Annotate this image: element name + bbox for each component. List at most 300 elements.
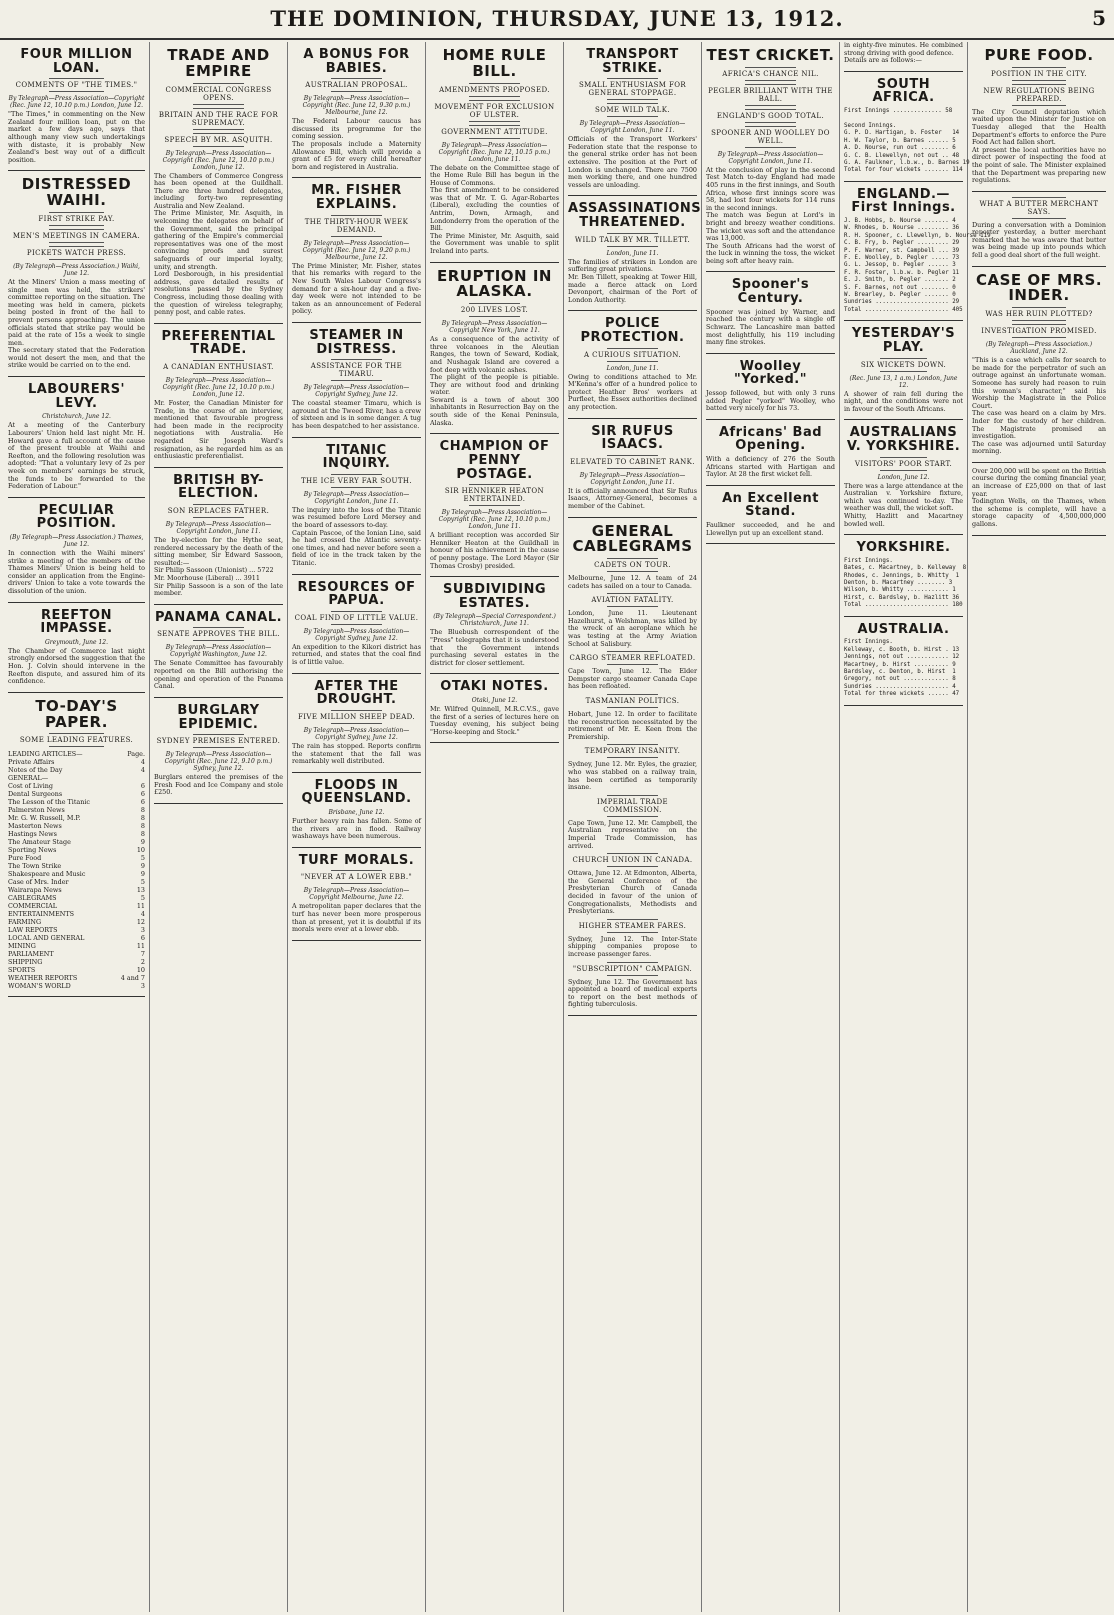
- article-subheading: SENATE APPROVES THE BILL.: [154, 627, 283, 641]
- article-subheading: AUSTRALIAN PROPOSAL.: [292, 78, 421, 92]
- article-body: At a meeting of the Canterbury Labourers' Union held last night Mr. H. Howard gave a full account of the cause of the present trouble at Waihi and Reefton, and the following resolution was adopted: "That a voluntary levy of 2s per week on members' earnings be struck, the funds to be forwarded to the Federation of Labour.": [8, 421, 145, 491]
- scoreboard: First Innings .............. 58 Second Innings. G. P. D. Hartigan, b. Foster 14 H. W. Taylor, b. Barnes ...... 5 A. D. Nourse, run out ........ 6 G. C. B. Llewellyn, not out .. 48 G. A. Faulkner, l.b.w., b. Barnes 19 Total for four wickets ....... 114: [844, 108, 970, 174]
- article-divider: [8, 602, 145, 603]
- article-body: At the conclusion of play in the second Test Match to-day England had made 405 runs in the first innings, and South Africa, whose first innings score was 58, had lost four wickets for 114 runs in the second innings. The match was begun at Lord's in bright and breezy weather conditions. The wicket was soft and the attendance was 13,000. The South Africans had the worst of the luck in winning the toss, the wicket being soft after heavy rain.: [706, 165, 835, 265]
- contents-page: 8: [140, 822, 145, 831]
- article: [154, 474, 283, 598]
- article-headline: CASE OF MRS. INDER.: [975, 270, 1103, 305]
- article-subheading: SPEECH BY MR. ASQUITH.: [154, 133, 283, 147]
- article: [8, 609, 145, 686]
- contents-page: 9: [140, 862, 145, 871]
- contents-entry: [8, 822, 145, 830]
- article-divider: [706, 353, 835, 354]
- contents-feature: Wairarapa News: [8, 886, 62, 895]
- article-credit: By Telegraph—Press Association—Copyright Melbourne, June 12.: [303, 887, 410, 902]
- cable-body: Cape Town, June 12. The Elder Dempster cargo steamer Canada Cape has been refloated.: [568, 667, 697, 691]
- article-credit: Otaki, June 12.: [471, 697, 518, 705]
- cable-subheading: TASMANIAN POLITICS.: [568, 694, 697, 708]
- article-headline: PANAMA CANAL.: [154, 609, 283, 625]
- article-body: Over 200,000 will be spent on the British course during the coming financial year, an increase of £25,000 on that of last year. Todington Wells, on the Thames, when the scheme is complete, will have a storage capacity of 4,500,000,000 gallons.: [972, 466, 1106, 529]
- contents-list: [8, 750, 145, 990]
- article: [430, 583, 559, 667]
- article: [568, 425, 697, 511]
- article-credit: London, June 11.: [606, 249, 659, 257]
- article-body: "This is a case which calls for search to be made for the perpetrator of such an outrage against an unfortunate woman. Someone has surely had reason to ruin this woman's character," said his Worship the Magistrate in the Police Court. The case was heard on a claim by Mrs. Inder for the custody of her children. The Magistrate promised an investigation. The case was adjourned until Saturday morning.: [972, 356, 1106, 456]
- cable-subheading: CADETS ON TOUR.: [568, 558, 697, 572]
- article-credit: By Telegraph—Press Association—Copyright Washington, June 12.: [165, 644, 272, 659]
- article-body: There was a large attendance at the Australian v. Yorkshire fixture, which was continued to-day. The weather was dull, the wicket soft. Whitty, Hazlitt and Macartney bowled well.: [844, 481, 963, 528]
- contents-feature: ENTERTAINMENTS: [8, 910, 74, 919]
- article-headline: POLICE PROTECTION.: [580, 316, 685, 345]
- article-divider: [154, 803, 283, 804]
- article-divider: [972, 191, 1106, 192]
- article-headline: PURE FOOD.: [984, 46, 1094, 64]
- contents-entry: [8, 806, 145, 814]
- article-body: Faulkner succeeded, and he and Llewellyn put up an excellent stand.: [706, 521, 835, 537]
- article: [972, 270, 1106, 456]
- article-subheading: MEN'S MEETINGS IN CAMERA.: [8, 229, 145, 243]
- article-body: In connection with the Waihi miners' strike a meeting of the members of the Thames Miners' Union is being held to consider an application from the Engine-drivers' Union to take a vote towards the dissolution of the union.: [8, 548, 145, 595]
- article: [292, 581, 421, 667]
- article: [430, 48, 559, 256]
- article-headline: LABOURERS' LEVY.: [27, 382, 126, 411]
- article-divider: [8, 996, 145, 997]
- article-credit: (By Telegraph—Press Association.) Waihi, June 12.: [13, 262, 140, 277]
- article-body: The Senate Committee has favourably reported on the Bill authorising the opening and operation of the Panama Canal.: [154, 659, 283, 691]
- article: [154, 704, 283, 797]
- contents-feature: Pure Food: [8, 854, 42, 863]
- article-headline: SIR RUFUS ISAACS.: [591, 423, 674, 453]
- article-headline: FOUR MILLION LOAN.: [20, 47, 133, 76]
- article-subheading: A CURIOUS SITUATION.: [568, 348, 697, 362]
- contents-entry: [8, 870, 145, 878]
- article-headline: TRANSPORT STRIKE.: [586, 47, 679, 76]
- article-body: A metropolitan paper declares that the turf has never been more prosperous than at present, yet it is doubtful if its morals were ever at a lower ebb.: [292, 902, 421, 934]
- article-divider: [292, 673, 421, 674]
- article-credit: Greymouth, June 12.: [45, 638, 108, 646]
- article-divider: [292, 437, 421, 438]
- article: [568, 201, 702, 304]
- article-divider: [154, 604, 283, 605]
- article-body: Owing to conditions attached to Mr. M'Kenna's offer of a hundred police to protect Heather Bros' workers at Purfleet, the Essex authorities declined any protection.: [568, 372, 697, 411]
- contents-entry: [8, 830, 145, 838]
- contents-feature: CABLEGRAMS: [8, 894, 57, 903]
- contents-entry: [8, 862, 145, 870]
- article-body: The rain has stopped. Reports confirm the statement that the fall was remarkably well distributed.: [292, 741, 421, 766]
- article-credit: By Telegraph—Press Association—Copyright New York, June 11.: [441, 320, 548, 335]
- article-divider: [154, 323, 283, 324]
- article-credit: (By Telegraph—Press Association.) Auckland, June 12.: [985, 341, 1093, 356]
- contents-entry: [8, 814, 145, 822]
- article-body: Mr. Foster, the Canadian Minister for Trade, in the course of an interview, mentioned that favourable progress had been made in the reciprocity negotiations with Australia. He regarded Sir Joseph Ward's resignation, as he regarded him as an enthusiastic preferentialist.: [154, 399, 283, 461]
- contents-entry: [8, 750, 145, 758]
- contents-page: 8: [140, 830, 145, 839]
- article: [706, 492, 835, 537]
- article-subheading: BRITAIN AND THE RACE FOR SUPREMACY.: [154, 108, 283, 130]
- column-3: [288, 42, 426, 1612]
- contents-page: 4: [140, 758, 145, 767]
- article-divider: [292, 574, 421, 575]
- contents-entry: [8, 942, 145, 950]
- article-divider: [844, 705, 963, 706]
- contents-page: 9: [140, 838, 145, 847]
- article-headline: CHAMPION OF PENNY POSTAGE.: [439, 439, 550, 482]
- article-body: The Bluebush correspondent of the "Press" telegraphs that it is understood that the Government intends purchasing several estates in the district for closer settlement.: [430, 628, 559, 667]
- cable-body: Sydney, June 12. The Government has appointed a board of medical experts to report on the best methods of fighting tuberculosis.: [568, 977, 697, 1009]
- contents-feature: WOMAN'S WORLD: [8, 982, 71, 991]
- contents-entry: [8, 878, 145, 886]
- article-headline: SUBDIVIDING ESTATES.: [442, 582, 547, 611]
- contents-entry: [8, 894, 145, 902]
- contents-page: 8: [140, 806, 145, 815]
- contents-entry: [8, 966, 145, 974]
- contents-feature: The Amateur Stage: [8, 838, 71, 847]
- article-body: The Federal Labour caucus has discussed its programme for the coming session. The proposals include a Maternity Allowance Bill, which will provide a grant of £5 for every child hereafter born and registered in Australia.: [292, 117, 421, 171]
- article: [8, 504, 145, 596]
- article-body: "The Times," in commenting on the New Zealand four million loan, put on the market a few days ago, says that although many view such undertakings with distaste, it is probably New Zealand's best way out of a difficult position.: [8, 110, 145, 164]
- article: [844, 76, 970, 175]
- article-subheading: FIVE MILLION SHEEP DEAD.: [292, 710, 421, 724]
- article-subheading: A CANADIAN ENTHUSIAST.: [154, 360, 283, 374]
- contents-page: 6: [140, 934, 145, 943]
- article: [706, 278, 835, 346]
- contents-entry: [8, 782, 145, 790]
- article-body: Spooner was joined by Warner, and reached the century with a single off Schwarz. The Lancashire man batted most delightfully, his 119 including many fine strokes.: [706, 307, 835, 347]
- article-divider: [292, 772, 421, 773]
- article: [154, 48, 283, 317]
- article: [154, 611, 283, 691]
- contents-feature: MINING: [8, 942, 36, 951]
- article: [430, 680, 559, 736]
- article: [292, 444, 421, 568]
- article-divider: [292, 847, 421, 848]
- article-headline: GENERAL CABLEGRAMS: [572, 521, 693, 556]
- article: [292, 680, 421, 766]
- article-headline: TITANIC INQUIRY.: [322, 442, 391, 472]
- article-headline: YESTERDAY'S PLAY.: [851, 326, 956, 355]
- article-divider: [8, 376, 145, 377]
- article-subheading: WHAT A BUTTER MERCHANT SAYS.: [972, 197, 1106, 219]
- article-credit: By Telegraph—Press Association—Copyright London, June 11.: [579, 120, 686, 135]
- contents-entry: [8, 926, 145, 934]
- article-divider: [154, 467, 283, 468]
- article-divider: [8, 497, 145, 498]
- article-body: At the Miners' Union a mass meeting of single men was held, the strikers' committee reporting on the situation. The meeting was held in camera, pickets being posted in front of the hall to prevent persons approaching. The union officials stated that strike pay would be paid at the rate of 15s a week to single men. The secretary stated that the Federation would not desert the men, and that the strike would be carried on to the end.: [8, 277, 145, 370]
- article-credit: By Telegraph—Press Association—Copyright (Rec. June 12, 9.10 p.m.) Sydney, June 12.: [164, 751, 273, 773]
- contents-entry: [8, 798, 145, 806]
- article-headline: HOME RULE BILL.: [442, 46, 547, 80]
- article: [844, 327, 963, 413]
- article-credit: By Telegraph—Press Association—Copyright Sydney, June 12.: [303, 726, 410, 741]
- contents-feature: PARLIAMENT: [8, 950, 54, 959]
- article-subheading: PEGLER BRILLIANT WITH THE BALL.: [706, 84, 835, 106]
- article-subheading: PICKETS WATCH PRESS.: [8, 246, 145, 260]
- cable-subheading: HIGHER STEAMER FARES.: [568, 919, 697, 933]
- contents-entry: [8, 910, 145, 918]
- contents-page: 9: [140, 870, 145, 879]
- article-headline: A BONUS FOR BABIES.: [303, 47, 410, 76]
- column-8: [968, 42, 1110, 1612]
- contents-feature: LEADING ARTICLES—: [8, 750, 83, 759]
- contents-entry: [8, 886, 145, 894]
- article-credit: By Telegraph—Press Association—Copyright London, June 11.: [303, 490, 410, 505]
- article: [706, 48, 835, 265]
- contents-feature: Private Affairs: [8, 758, 55, 767]
- article-divider: [706, 271, 835, 272]
- contents-page: 10: [136, 966, 145, 975]
- newspaper-title: THE DOMINION, THURSDAY, JUNE 13, 1912.: [270, 6, 844, 31]
- article: [292, 329, 421, 431]
- article-subheading: VISITORS' POOR START.: [844, 457, 963, 471]
- article-body: in eighty-five minutes. He combined strong driving with good defence. Details are as follows:—: [844, 41, 963, 65]
- masthead: [0, 0, 1114, 40]
- article-headline: STEAMER IN DISTRESS.: [309, 327, 404, 357]
- article-body: As a consequence of the activity of three volcanoes in the Aleutian Ranges, the town of Seward, Kodiak, and Nushagak Island are covered a foot deep with volcanic ashes. The plight of the people is pitiable. They are without food and drinking water. Seward is a town of about 300 inhabitants in Resurrection Bay on the south side of the Kenai Peninsula, Alaska.: [430, 335, 559, 427]
- article: [568, 48, 697, 189]
- article-headline: MR. FISHER EXPLAINS.: [311, 183, 402, 213]
- contents-page: 4 and 7: [120, 974, 145, 983]
- article-credit: By Telegraph—Press Association—Copyright Sydney, June 12.: [303, 384, 410, 399]
- article-body: The Prime Minister, Mr. Fisher, states that his remarks with regard to the New South Wales Labour Congress's demand for a six-hour day and a five-day week were not intended to be taken as an announcement of Federal policy.: [292, 261, 421, 316]
- contents-page: 11: [136, 942, 145, 951]
- article-credit: By Telegraph—Press Association—Copyright (Rec. June 12, 10.10 p.m.) London, June 12.: [8, 95, 145, 110]
- article: [972, 48, 1106, 185]
- contents-page: 8: [140, 814, 145, 823]
- article-headline: Woolley "Yorked.": [734, 358, 807, 388]
- contents-page: 5: [140, 854, 145, 863]
- article-subheading: INVESTIGATION PROMISED.: [972, 324, 1106, 338]
- article-subheading: WILD TALK BY MR. TILLETT.: [568, 233, 697, 247]
- contents-page: 12: [136, 918, 145, 927]
- article-subheading: NEW REGULATIONS BEING PREPARED.: [972, 84, 1106, 106]
- contents-feature: Shakespeare and Music: [8, 870, 86, 879]
- scoreboard: First Innings. Kelleway, c. Booth, b. Hirst . 13 Jennings, not out ............ 12 Macartney, b. Hirst .......... 9 Bardsley, c. Denton, b. Hirst 1 Gregory, not out ............. 8 Sundries ..................... 4 Total for three wickets ...... 47: [844, 639, 960, 698]
- article-headline: An Excellent Stand.: [722, 490, 819, 520]
- article-subheading: THE ICE VERY FAR SOUTH.: [292, 474, 421, 488]
- article-subheading: "NEVER AT A LOWER EBB.": [292, 870, 421, 884]
- article-divider: [568, 1015, 697, 1016]
- article-divider: [568, 195, 697, 196]
- article-headline: SOUTH AFRICA.: [872, 76, 935, 106]
- article-subheading: AFRICA'S CHANCE NIL.: [706, 67, 835, 81]
- article-credit: By Telegraph—Press Association—Copyright (Rec. June 12, 9.30 p.m.) Melbourne, June 12.: [302, 95, 411, 117]
- article-headline: REEFTON IMPASSE.: [40, 607, 113, 637]
- article-divider: [568, 418, 697, 419]
- article-credit: By Telegraph—Press Association—Copyright London, June 11.: [717, 150, 824, 165]
- contents-entry: [8, 974, 145, 982]
- cable-subheading: TEMPORARY INSANITY.: [568, 744, 697, 758]
- article-body: An expedition to the Kikori district has returned, and states that the coal find is of little value.: [292, 642, 421, 667]
- contents-entry: [8, 854, 145, 862]
- article-headline: ENGLAND.—First Innings.: [851, 186, 956, 216]
- contents-page: 3: [140, 926, 145, 935]
- article-credit: Brisbane, June 12.: [328, 808, 385, 816]
- article-body: Jessop followed, but with only 3 runs added Pegler "yorked" Woolley, who batted very nicely for his 73.: [706, 389, 835, 413]
- contents-feature: WEATHER REPORTS: [8, 974, 78, 983]
- column-6: [702, 42, 840, 1612]
- contents-entry: [8, 982, 145, 990]
- article-body: A brilliant reception was accorded Sir Henniker Heaton at the Guildhall in honour of his achievement in the cause of penny postage. The Lord Mayor (Sir Thomas Crosby) presided.: [430, 531, 559, 570]
- contents-feature: Mr. G. W. Russell, M.P.: [8, 814, 81, 823]
- article-credit: By Telegraph—Press Association—Copyright (Rec. June 12, 10.10 p.m.) London, June 12.: [162, 377, 275, 399]
- article-headline: Africans' Bad Opening.: [718, 424, 823, 454]
- article-subheading: AMENDMENTS PROPOSED.: [430, 83, 559, 97]
- contents-feature: Notes of the Day: [8, 766, 63, 775]
- article-divider: [844, 181, 963, 182]
- article-divider: [430, 673, 559, 674]
- article-subheading: ENGLAND'S GOOD TOTAL.: [706, 109, 835, 123]
- scoreboard: J. B. Hobbs, b. Nourse ....... 4 W. Rhodes, b. Nourse ......... 36 R. H. Spooner, c. Llewellyn, b. Nourse 119 C. B. Fry, b. Pegler ......... 29 P. F. Warner, st. Campbell ... 39 F. E. Woolley, b. Pegler ..... 73 G. L. Jessop, b. Pegler ...... 3 F. R. Foster, l.b.w. b. Pegler 11 E. J. Smith, b. Pegler ....... 2 S. F. Barnes, not out ........ 0 W. Brearley, b. Pegler ....... 0 Sundries ..................... 29 Total ........................ 405: [844, 218, 991, 313]
- article-headline: PREFERENTIAL TRADE.: [161, 328, 276, 358]
- article-divider: [430, 262, 559, 263]
- contents-feature: The Lesson of the Titanic: [8, 798, 90, 807]
- article: [706, 426, 835, 479]
- contents-feature: COMMERCIAL: [8, 902, 57, 911]
- article-credit: By Telegraph—Press Association—Copyright (Rec. June 12, 10.15 p.m.) London, June 11.: [438, 141, 551, 163]
- article-subheading: SOME LEADING FEATURES.: [8, 733, 145, 747]
- article-subheading: SOME WILD TALK.: [568, 103, 697, 117]
- article-divider: [706, 419, 835, 420]
- contents-feature: Dental Surgeons: [8, 790, 63, 799]
- article-credit: By Telegraph—Press Association—Copyright (Rec. June 12, 9.20 p.m.) Melbourne, June 12.: [302, 239, 411, 261]
- column-1: [4, 42, 150, 1612]
- contents-entry: [8, 774, 145, 782]
- article-headline: BURGLARY EPIDEMIC.: [177, 702, 260, 732]
- article-credit: Christchurch, June 12.: [42, 413, 111, 421]
- contents-feature: Sporting News: [8, 846, 57, 855]
- contents-feature: LOCAL AND GENERAL: [8, 934, 85, 943]
- contents-entry: [8, 902, 145, 910]
- article-body: A shower of rain fell during the night, and the conditions were not in favour of the South Africans.: [844, 389, 963, 413]
- article: [292, 184, 421, 315]
- contents-entry: [8, 790, 145, 798]
- article: [8, 177, 145, 370]
- column-7: [840, 41, 991, 1612]
- article: [844, 42, 963, 65]
- contents-feature: LAW REPORTS: [8, 926, 58, 935]
- article-divider: [292, 940, 421, 941]
- article: [430, 266, 559, 428]
- article-subheading: ELEVATED TO CABINET RANK.: [568, 455, 697, 469]
- article-credit: By Telegraph—Press Association—Copyright (Rec. June 12, 10.10 p.m.) London, June 12.: [162, 149, 275, 171]
- article-divider: [430, 742, 559, 743]
- contents-entry: [8, 950, 145, 958]
- contents-entry: [8, 766, 145, 774]
- article-headline: ERUPTION IN ALASKA.: [437, 266, 552, 301]
- contents-page: 4: [140, 910, 145, 919]
- article: [568, 521, 697, 1009]
- cable-subheading: CHURCH UNION IN CANADA.: [568, 853, 697, 867]
- contents-feature: Palmerston News: [8, 806, 65, 815]
- article-credit: By Telegraph—Press Association—Copyright London, June 11.: [579, 471, 686, 486]
- article: [706, 360, 835, 413]
- cable-body: Sydney, June 12. Mr. Eyles, the grazier, who was stabbed on a railway train, has been certified as temporarily insane.: [568, 760, 697, 792]
- article-body: The City Council deputation which waited upon the Minister for Justice on Tuesday alleged that the Health Department's efforts to enforce the Pure Food Act had fallen short. At present the local authorities have no direct power of inspecting the food at the point of sale. The Minister explained that the Department was preparing new regulations.: [972, 107, 1106, 185]
- article-headline: DISTRESSED WAIHI.: [21, 175, 132, 210]
- article: [8, 48, 145, 164]
- contents-page: 5: [140, 894, 145, 903]
- article-divider: [972, 462, 1106, 463]
- article-credit: (By Telegraph—Special Correspondent.) Christchurch, June 11.: [433, 613, 556, 628]
- contents-feature: Masterton News: [8, 822, 62, 831]
- contents-entry: [8, 846, 145, 854]
- article-headline: ASSASSINATIONS THREATENED.: [568, 201, 702, 231]
- article: [844, 540, 967, 609]
- article-credit: London, June 11.: [606, 364, 659, 372]
- article-subheading: MOVEMENT FOR EXCLUSION OF ULSTER.: [430, 100, 559, 122]
- article-divider: [430, 433, 559, 434]
- contents-page: 5: [140, 878, 145, 887]
- article-body: The inquiry into the loss of the Titanic was resumed before Lord Mersey and the board of assessors to-day. Captain Pascoe, of the Ionian Line, said he had crossed the Atlantic seventy-one times, and had never before seen a field of ice in the track taken by the Titanic.: [292, 505, 421, 567]
- contents-entry: [8, 934, 145, 942]
- scoreboard: First Innings. Bates, c. Macartney, b. Kelleway 8 Rhodes, c. Jennings, b. Whitty 1 Denton, b. Macartney ........ 3 Wilson, b. Whitty ............ 1 Hirst, c. Bardsley, b. Hazlitt 36 Total ........................ 180: [844, 557, 967, 609]
- article-subheading: SON REPLACES FATHER.: [154, 504, 283, 518]
- article-divider: [844, 534, 963, 535]
- article-body: The Chambers of Commerce Congress has been opened at the Guildhall. There are three hundred delegates, including forty-two representing Australia and New Zealand. The Prime Minister, Mr. Asquith, in welcoming the delegates on behalf of the Government, said the principal gathering of the Empire's commercial representatives was one of the most convincing proofs and surest safeguards of our imperial loyalty, unity, and strength. Lord Desborough, in his presidential address, gave detailed results of resolutions passed by the Sydney Congress, including those dealing with the question of wireless telegraphy, penny post, and cable rates.: [154, 171, 283, 317]
- contents-entry: [8, 758, 145, 766]
- article: [844, 426, 963, 528]
- article-subheading: SPOONER AND WOOLLEY DO WELL.: [706, 126, 835, 148]
- article-subheading: SIX WICKETS DOWN.: [844, 358, 963, 372]
- article-body: Further heavy rain has fallen. Some of the rivers are in flood. Railway washaways have been numerous.: [292, 816, 421, 841]
- cable-subheading: AVIATION FATALITY.: [568, 593, 697, 607]
- article: [568, 317, 697, 411]
- article-subheading: ASSISTANCE FOR THE TIMARU.: [292, 359, 421, 381]
- article-headline: AUSTRALIANS V. YORKSHIRE.: [846, 425, 961, 454]
- contents-page: 6: [140, 790, 145, 799]
- article-divider: [844, 616, 963, 617]
- article-credit: (Rec. June 13, 1 a.m.) London, June 12.: [849, 374, 958, 389]
- article-headline: BRITISH BY-ELECTION.: [173, 472, 264, 502]
- article-divider: [844, 320, 963, 321]
- article-body: The families of strikers in London are suffering great privations. Mr. Ben Tillett, speaking at Tower Hill, made a fierce attack on Lord Devonport, chairman of the Port of London Authority.: [568, 257, 697, 304]
- cable-subheading: "SUBSCRIPTION" CAMPAIGN.: [568, 962, 697, 976]
- contents-feature: SHIPPING: [8, 958, 43, 967]
- article-headline: TO-DAY'S PAPER.: [35, 696, 118, 731]
- contents-page: 6: [140, 782, 145, 791]
- article: [844, 186, 991, 315]
- article-credit: By Telegraph—Press Association—Copyright (Rec. June 12, 10.10 p.m.) London, June 11.: [438, 509, 551, 531]
- contents-feature: SPORTS: [8, 966, 36, 975]
- contents-feature: Cost of Living: [8, 782, 54, 791]
- cable-body: Ottawa, June 12. At Edmonton, Alberta, the General Conference of the Presbyterian Church of Canada decided in favour of the union of Congregationalists, Methodists and Presbyterians.: [568, 869, 697, 916]
- column-5: [564, 42, 702, 1612]
- article-subheading: COAL FIND OF LITTLE VALUE.: [292, 611, 421, 625]
- contents-page: 6: [140, 798, 145, 807]
- article-subheading: THE THIRTY-HOUR WEEK DEMAND.: [292, 215, 421, 237]
- article-divider: [844, 71, 963, 72]
- contents-page: Page.: [127, 750, 145, 759]
- article: [292, 854, 421, 934]
- article: [430, 440, 559, 570]
- article-headline: YORKSHIRE.: [856, 540, 951, 556]
- cable-body: Hobart, June 12. In order to facilitate the reconstruction necessitated by the retirement of Mr. E. Keen from the Premiership.: [568, 710, 697, 741]
- article-subheading: SYDNEY PREMISES ENTERED.: [154, 734, 283, 748]
- article-headline: OTAKI NOTES.: [440, 679, 549, 695]
- article: [154, 330, 283, 461]
- article-body: The coastal steamer Timaru, which is aground at the Tweed River, has a crew of sixteen and is in some danger. A tug has been despatched to her assistance.: [292, 399, 421, 430]
- article-body: The debate on the Committee stage of the Home Rule Bill has begun in the House of Commons. The first amendment to be considered was that of Mr. T. G. Agar-Robartes (Liberal), excluding the counties of Antrim, Down, Armagh, and Londonderry from the operation of the Bill. The Prime Minister, Mr. Asquith, said the Government was unable to split Ireland into parts.: [430, 163, 559, 256]
- article-body: Mr. Wilfred Quinnell, M.R.C.V.S., gave the first of a series of lectures here on Tuesday evening, his subject being "Horse-keeping and Stock.": [430, 705, 559, 736]
- article-subheading: SIR HENNIKER HEATON ENTERTAINED.: [430, 484, 559, 506]
- article-headline: Spooner's Century.: [731, 277, 810, 307]
- contents-feature: The Town Strike: [8, 862, 62, 871]
- article-body: It is officially announced that Sir Rufus Isaacs, Attorney-General, becomes a member of the Cabinet.: [568, 486, 697, 510]
- article: [8, 383, 145, 491]
- article-divider: [972, 266, 1106, 267]
- article-subheading: FIRST STRIKE PAY.: [8, 212, 145, 226]
- column-2: [150, 42, 288, 1612]
